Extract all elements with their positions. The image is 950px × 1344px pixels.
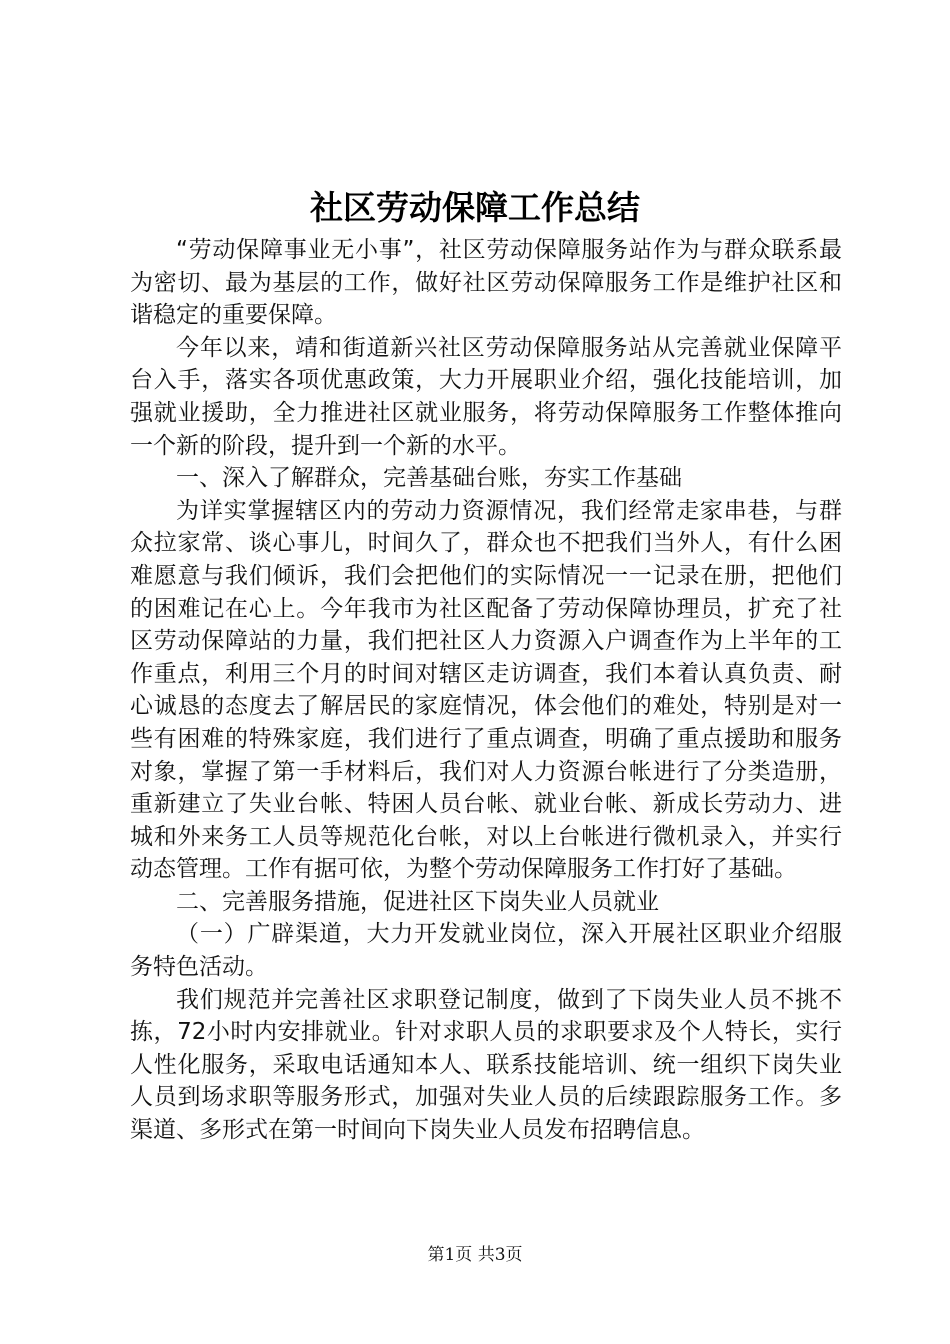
overview-paragraph: 今年以来，靖和街道新兴社区劳动保障服务站从完善就业保障平台入手，落实各项优惠政策，大力开展职业介绍，强化技能培训，加强就业援助，全力推进社区就业服务，将劳动保障服务工作整体推向一个新的阶段，提升到一个新的水平。 bbox=[130, 334, 842, 459]
section-heading-1: 一、深入了解群众，完善基础台账，夯实工作基础 bbox=[176, 465, 682, 492]
subsection-heading-1: （一）广辟渠道，大力开发就业岗位，深入开展社区职业介绍服务特色活动。 bbox=[130, 921, 842, 981]
section-1-paragraph: 为详实掌握辖区内的劳动力资源情况，我们经常走家串巷，与群众拉家常、谈心事儿，时间久了，群众也不把我们当外人，有什么困难愿意与我们倾诉，我们会把他们的实际情况一一记录在册，把他们的困难记在心上。今年我市为社区配备了劳动保障协理员，扩充了社区劳动保障站的力量，我们把社区人力资源入户调查作为上半年的工作重点，利用三个月的时间对辖区走访调查，我们本着认真负责、耐心诚恳的态度去了解居民的家庭情况，体会他们的难处，特别是对一些有困难的特殊家庭，我们进行了重点调查，明确了重点援助和服务对象，掌握了第一手材料后，我们对人力资源台帐进行了分类造册，重新建立了失业台帐、特困人员台帐、就业台帐、新成长劳动力、进城和外来务工人员等规范化台帐，对以上台帐进行微机录入，并实行动态管理。工作有据可依，为整个劳动保障服务工作打好了基础。 bbox=[130, 497, 842, 883]
document-title: 社区劳动保障工作总结 bbox=[310, 188, 640, 227]
section-heading-2: 二、完善服务措施，促进社区下岗失业人员就业 bbox=[176, 888, 659, 915]
intro-paragraph: “劳动保障事业无小事”，社区劳动保障服务站作为与群众联系最为密切、最为基层的工作，做好社区劳动保障服务工作是维护社区和谐稳定的重要保障。 bbox=[130, 237, 842, 329]
subsection-1-paragraph: 我们规范并完善社区求职登记制度，做到了下岗失业人员不挑不拣，72小时内安排就业。针对求职人员的求职要求及个人特长，实行人性化服务，采取电话通知本人、联系技能培训、统一组织下岗失业人员到场求职等服务形式，加强对失业人员的后续跟踪服务工作。多渠道、多形式在第一时间向下岗失业人员发布招聘信息。 bbox=[130, 986, 842, 1144]
document-body bbox=[130, 234, 842, 1147]
page-number-footer: 第1页 共3页 bbox=[427, 1245, 523, 1265]
